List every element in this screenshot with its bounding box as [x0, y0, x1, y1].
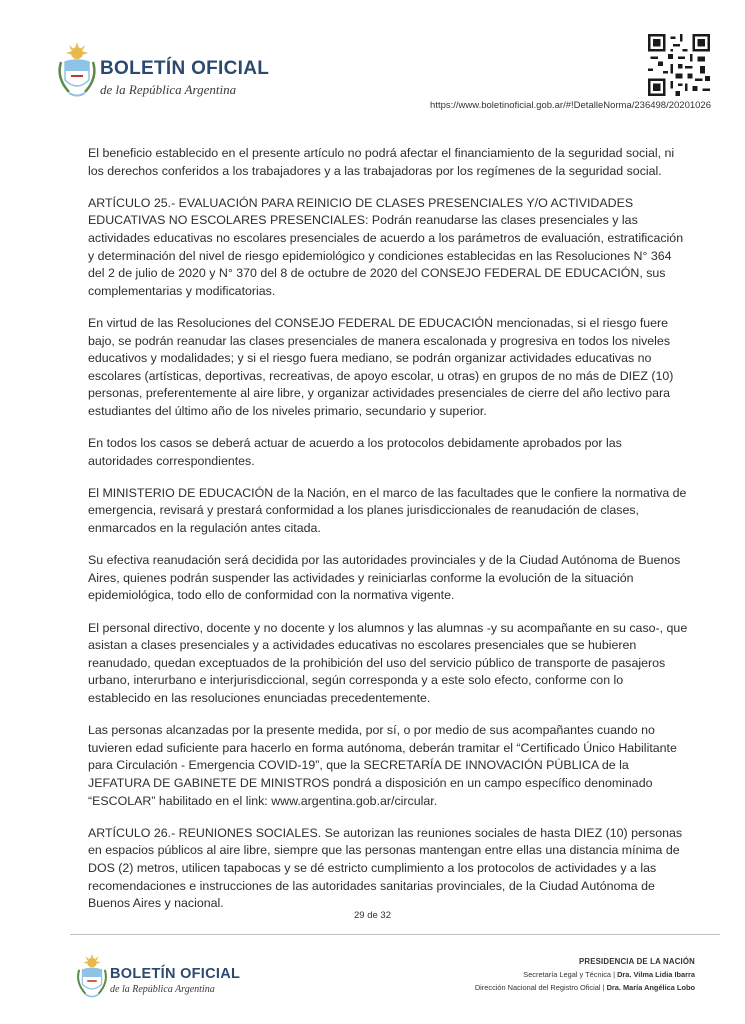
- brand-subtitle: de la República Argentina: [100, 82, 237, 97]
- brand-title: BOLETÍN OFICIAL: [100, 58, 270, 79]
- credit-name: Dra. Vilma Lidia Ibarra: [617, 970, 695, 979]
- paragraph-article-25: ARTÍCULO 25.- EVALUACIÓN PARA REINICIO DE CLASES PRESENCIALES Y/O ACTIVIDADES EDUCATIVAS NO ESCOLARES PRESENCIALES: Podrán reanudarse las clases presenciales y las actividades educativas no escolares presenciales de acuerdo a los parámetros de evaluación, estratificación y determinación del nivel de riesgo epidemiológico y condiciones establecidas en las Resoluciones N° 364 del 2 de julio de 2020 y N° 370 del 8 de octubre de 2020 del CONSEJO FEDERAL DE EDUCACIÓN, sus complementarias y modificatorias.: [88, 195, 684, 298]
- footer-divider: [70, 934, 720, 935]
- footer-credit-line: Dirección Nacional del Registro Oficial | Dra. María Angélica Lobo: [474, 983, 695, 992]
- qr-code-icon[interactable]: [648, 34, 710, 96]
- page-number: 29 de 32: [354, 910, 391, 921]
- paragraph: El personal directivo, docente y no docente y los alumnos y las alumnas -y su acompañante en su caso-, que asistan a clases presenciales y a actividades educativas no escolares presenciales que se hubieren reanudado, quedan exceptuados de la prohibición del uso del servicio público de transporte de pasajeros urbano, interurbano e interjurisdiccional, según corresponda y a este solo efecto, conforme con lo establecido en las resoluciones enunciadas precedentemente.: [88, 620, 688, 705]
- credit-name: Dra. María Angélica Lobo: [606, 983, 695, 992]
- document-body: [88, 145, 688, 927]
- document-url[interactable]: https://www.boletinoficial.gob.ar/#!DetalleNorma/236498/20201026: [430, 100, 711, 111]
- paragraph: En virtud de las Resoluciones del CONSEJO FEDERAL DE EDUCACIÓN mencionadas, si el riesgo fuere bajo, se podrán reanudar las clases presenciales de manera escalonada y progresiva en todos los niveles educativos y modalidades; y si el riesgo fuera mediano, se podrán organizar actividades educativas no escolares (artísticas, deportivas, recreativas, de apoyo escolar, u otras) en grupos de no más de DIEZ (10) personas, preferentemente al aire libre, y organizar actividades presenciales de cierre del año lectivo para estudiantes del último año de los niveles primario, secundario y superior.: [88, 315, 674, 418]
- presidency-label: PRESIDENCIA DE LA NACIÓN: [579, 957, 695, 966]
- credit-label: Dirección Nacional del Registro Oficial: [474, 983, 601, 992]
- footer-credit-line: Secretaría Legal y Técnica | Dra. Vilma Lidia Ibarra: [523, 970, 695, 979]
- credit-label: Secretaría Legal y Técnica: [523, 970, 612, 979]
- footer-brand-subtitle: de la República Argentina: [110, 984, 215, 995]
- footer-boletin-logo[interactable]: [72, 952, 262, 1004]
- argentina-seal-icon: [72, 952, 112, 1002]
- paragraph: El beneficio establecido en el presente artículo no podrá afectar el financiamiento de la seguridad social, ni los derechos conferidos a los trabajadores y a las trabajadoras por los regímenes de la seguridad social.: [88, 146, 675, 178]
- footer-brand-title: BOLETÍN OFICIAL: [110, 966, 241, 982]
- boletin-logo[interactable]: [52, 40, 272, 104]
- page-header: [0, 0, 745, 125]
- footer-credits: [475, 955, 695, 994]
- paragraph: Su efectiva reanudación será decidida por las autoridades provinciales y de la Ciudad Autónoma de Buenos Aires, quienes podrán suspender las actividades y reiniciarlas conforme la evolución de la situación epidemiológica, todo ello de conformidad con la normativa vigente.: [88, 553, 681, 603]
- paragraph: El MINISTERIO DE EDUCACIÓN de la Nación, en el marco de las facultades que le confiere la normativa de emergencia, revisará y prestará conformidad a los planes jurisdiccionales de reanudación de clases, enmarcados en la regulación antes citada.: [88, 485, 687, 536]
- paragraph: En todos los casos se deberá actuar de acuerdo a los protocolos debidamente aprobados por las autoridades correspondientes.: [88, 436, 622, 468]
- paragraph-article-26: ARTÍCULO 26.- REUNIONES SOCIALES. Se autorizan las reuniones sociales de hasta DIEZ (10) personas en espacios públicos al aire libre, siempre que las personas mantengan entre ellas una distancia mínima de DOS (2) metros, utilicen tapabocas y se dé estricto cumplimiento a los protocolos de actividades y a las recomendaciones e instrucciones de las autoridades sanitarias provinciales, de la Ciudad Autónoma de Buenos Aires y nacional.: [88, 825, 683, 911]
- argentina-seal-icon: [52, 40, 102, 102]
- paragraph: Las personas alcanzadas por la presente medida, por sí, o por medio de sus acompañantes cuando no tuvieren edad suficiente para hacerlo en forma autónoma, deberán tramitar el “Certificado Único Habilitante para Circulación - Emergencia COVID-19”, que la SECRETARÍA DE INNOVACIÓN PÚBLICA de la JEFATURA DE GABINETE DE MINISTROS pondrá a disposición en un campo específico denominado “ESCOLAR” habilitado en el link: www.argentina.gob.ar/circular.: [88, 723, 677, 808]
